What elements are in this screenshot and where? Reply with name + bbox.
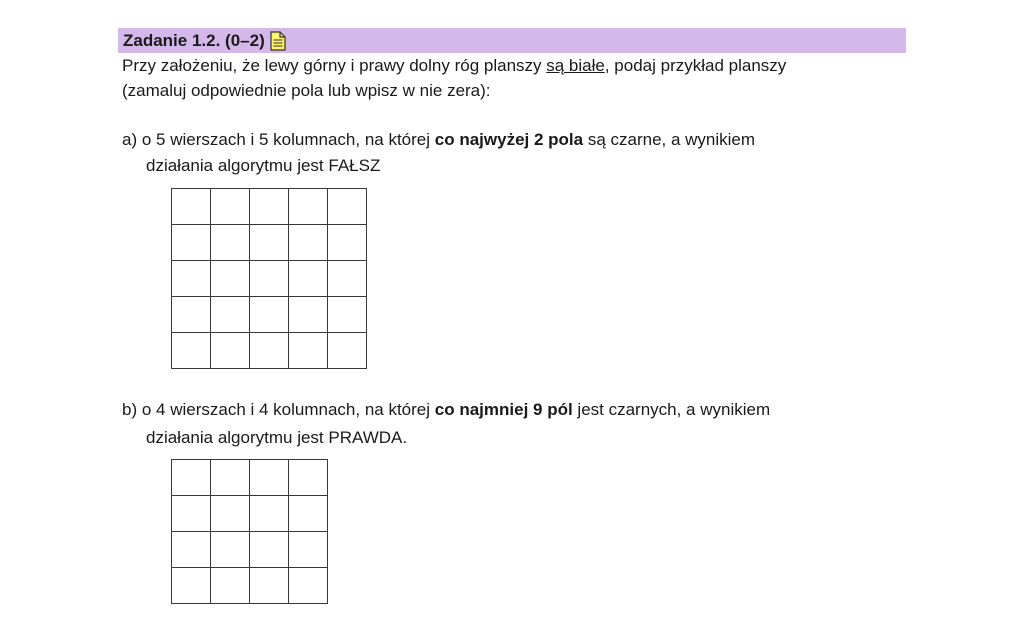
document-icon[interactable] — [270, 31, 286, 51]
board-b-row — [172, 532, 328, 568]
intro-text-1a: Przy założeniu, że lewy górny i prawy dolny róg planszy — [122, 56, 547, 75]
board-a-cell[interactable] — [211, 189, 250, 225]
board-a-cell[interactable] — [250, 297, 289, 333]
board-a-cell[interactable] — [328, 261, 367, 297]
question-a-line-2: działania algorytmu jest FAŁSZ — [146, 156, 381, 175]
task-header — [118, 28, 906, 53]
board-a-row — [172, 261, 367, 297]
board-b-body — [172, 460, 328, 604]
board-a-cell[interactable] — [328, 189, 367, 225]
board-b-cell[interactable] — [211, 568, 250, 604]
board-b-cell[interactable] — [289, 532, 328, 568]
board-a-row — [172, 225, 367, 261]
board-b-cell[interactable] — [289, 568, 328, 604]
question-b-bold: co najmniej 9 pól — [434, 400, 573, 419]
board-a-cell[interactable] — [211, 297, 250, 333]
board-b-cell[interactable] — [172, 460, 211, 496]
board-a-cell[interactable] — [328, 333, 367, 369]
board-b-cell[interactable] — [172, 496, 211, 532]
board-a-cell[interactable] — [250, 225, 289, 261]
board-a-cell[interactable] — [172, 333, 211, 369]
board-b-row — [172, 496, 328, 532]
board-a-row — [172, 333, 367, 369]
question-b-line-2: działania algorytmu jest PRAWDA. — [146, 428, 408, 447]
intro-line-2: (zamaluj odpowiednie pola lub wpisz w nie zera): — [122, 81, 491, 100]
board-a-cell[interactable] — [250, 261, 289, 297]
board-a-cell[interactable] — [211, 225, 250, 261]
intro-line-1 — [122, 56, 786, 76]
question-b-text-1a: b) o 4 wierszach i 4 kolumnach, na której — [122, 400, 435, 419]
board-a-cell[interactable] — [172, 189, 211, 225]
board-a-row — [172, 297, 367, 333]
question-a-bold: co najwyżej 2 pola — [434, 130, 584, 149]
board-a-cell[interactable] — [172, 297, 211, 333]
board-a-row — [172, 189, 367, 225]
board-b-cell[interactable] — [289, 496, 328, 532]
question-b-text-1b: jest czarnych, a wynikiem — [572, 400, 771, 419]
board-a-cell[interactable] — [289, 333, 328, 369]
question-a-line-1 — [122, 130, 755, 150]
board-a-cell[interactable] — [211, 333, 250, 369]
board-b-cell[interactable] — [250, 496, 289, 532]
board-b-cell[interactable] — [250, 460, 289, 496]
board-a-cell[interactable] — [328, 297, 367, 333]
board-b-cell[interactable] — [250, 568, 289, 604]
task-title: Zadanie 1.2. (0–2) — [123, 30, 265, 50]
board-a-cell[interactable] — [250, 333, 289, 369]
board-a-cell[interactable] — [289, 261, 328, 297]
intro-text-1b: , podaj przykład planszy — [604, 56, 787, 75]
board-a-cell[interactable] — [289, 189, 328, 225]
question-a-text-1a: a) o 5 wierszach i 5 kolumnach, na której — [122, 130, 435, 149]
board-a-cell[interactable] — [289, 225, 328, 261]
question-b-line-1 — [122, 400, 770, 420]
board-a-body — [172, 189, 367, 369]
intro-underlined: są białe — [546, 56, 605, 75]
board-grid-a — [171, 188, 367, 369]
board-b-row — [172, 568, 328, 604]
board-a-cell[interactable] — [328, 225, 367, 261]
board-b-cell[interactable] — [250, 532, 289, 568]
question-a-text-1b: są czarne, a wynikiem — [583, 130, 756, 149]
board-a-cell[interactable] — [250, 189, 289, 225]
board-a-cell[interactable] — [211, 261, 250, 297]
board-a-cell[interactable] — [172, 261, 211, 297]
board-b-cell[interactable] — [211, 532, 250, 568]
board-grid-b — [171, 459, 328, 604]
board-b-cell[interactable] — [289, 460, 328, 496]
board-b-cell[interactable] — [172, 532, 211, 568]
board-b-cell[interactable] — [172, 568, 211, 604]
board-b-cell[interactable] — [211, 496, 250, 532]
board-b-cell[interactable] — [211, 460, 250, 496]
board-a-cell[interactable] — [289, 297, 328, 333]
board-a-cell[interactable] — [172, 225, 211, 261]
board-b-row — [172, 460, 328, 496]
